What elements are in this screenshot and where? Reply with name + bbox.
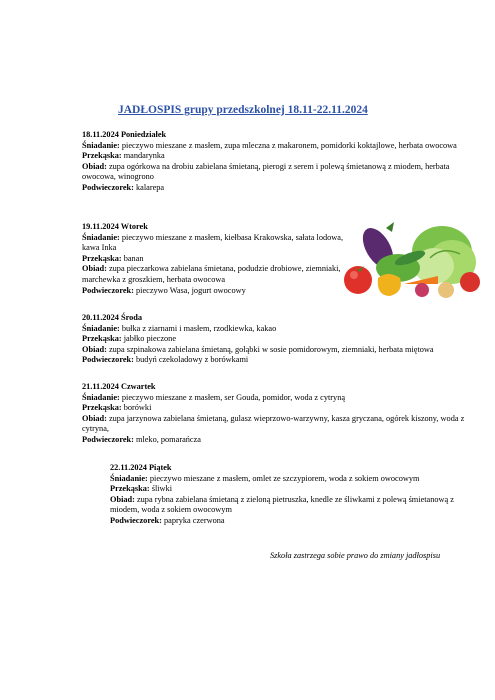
lunch-text: zupa ogórkowa na drobiu zabielana śmietaną, pierogi z serem i polewą śmietanową z miodem, herbata owocowa, winogrono [82, 161, 450, 182]
snack-line [110, 484, 477, 495]
breakfast-label: Śniadanie: [82, 392, 120, 402]
breakfast-label: Śniadanie: [110, 473, 148, 483]
breakfast-text: pieczywo mieszane z masłem, ser Gouda, pomidor, woda z cytryną [119, 392, 346, 402]
snack-text: borówki [121, 403, 152, 413]
afternoon-label: Podwieczorek: [82, 434, 134, 444]
snack-line [82, 403, 477, 414]
lunch-line [82, 414, 477, 435]
lunch-label: Obiad: [82, 413, 107, 423]
lunch-label: Obiad: [82, 344, 107, 354]
snack-label: Przekąska: [110, 484, 150, 494]
radish [415, 283, 429, 297]
lunch-line [110, 495, 477, 516]
footer-note: Szkoła zastrzega sobie prawo do zmiany jadłospisu [270, 551, 441, 560]
lunch-line [82, 264, 344, 285]
afternoon-label: Podwieczorek: [82, 182, 134, 192]
snack-line [82, 334, 477, 345]
snack-text: jabłko pieczone [121, 334, 177, 344]
day-heading: 19.11.2024 Wtorek [82, 222, 148, 231]
breakfast-label: Śniadanie: [82, 232, 120, 242]
potato [438, 282, 454, 298]
day-menu-monday [82, 130, 477, 194]
day-menu-wednesday [82, 313, 477, 366]
breakfast-text: pieczywo mieszane z masłem, omlet ze szczypiorem, woda z sokiem owocowym [147, 473, 420, 483]
yellow-pepper [378, 274, 401, 296]
afternoon-line [82, 435, 477, 446]
afternoon-text: mleko, pomarańcza [133, 434, 201, 444]
afternoon-label: Podwieczorek: [110, 515, 162, 525]
afternoon-text: pieczywo Wasa, jogurt owocowy [133, 285, 246, 295]
snack-text: śliwki [149, 484, 172, 494]
breakfast-text: pieczywo mieszane z masłem, kiełbasa Krakowska, sałata lodowa, kawa Inka [82, 232, 344, 253]
day-menu-friday [110, 463, 477, 527]
afternoon-line [82, 286, 344, 297]
snack-text: mandarynka [121, 151, 165, 161]
snack-line [82, 254, 344, 265]
breakfast-label: Śniadanie: [82, 323, 120, 333]
breakfast-line [82, 233, 344, 254]
lunch-text: zupa rybna zabielana śmietaną z zieloną pietruszka, knedle ze śliwkami z polewą śmietanową z miodem, woda z sokiem owocowym [110, 494, 454, 515]
breakfast-text: pieczywo mieszane z masłem, zupa mleczna z makaronem, pomidorki koktajlowe, herbata owocowa [119, 140, 457, 150]
day-heading: 18.11.2024 Poniedziałek [82, 130, 167, 139]
eggplant-stem [386, 222, 394, 232]
lunch-label: Obiad: [110, 494, 135, 504]
lunch-line [82, 345, 477, 356]
afternoon-line [82, 355, 477, 366]
day-heading: 21.11.2024 Czwartek [82, 382, 156, 391]
lunch-line [82, 162, 477, 183]
afternoon-text: budyń czekoladowy z borówkami [133, 355, 249, 365]
lunch-text: zupa pieczarkowa zabielana śmietana, podudzie drobiowe, ziemniaki, marchewka z groszkiem, herbata owocowa [82, 264, 341, 284]
afternoon-line [110, 516, 477, 527]
afternoon-line [82, 183, 477, 194]
lunch-label: Obiad: [82, 161, 107, 171]
snack-label: Przekąska: [82, 253, 122, 263]
tomato-highlight [350, 271, 358, 279]
snack-label: Przekąska: [82, 151, 122, 161]
lunch-label: Obiad: [82, 264, 107, 274]
page-title: JADŁOSPIS grupy przedszkolnej 18.11-22.11.2024 [118, 104, 368, 116]
day-menu-thursday [82, 382, 477, 446]
afternoon-label: Podwieczorek: [82, 285, 134, 295]
day-heading: 20.11.2024 Środa [82, 313, 143, 322]
breakfast-line [82, 393, 477, 404]
breakfast-label: Śniadanie: [82, 140, 120, 150]
snack-line [82, 151, 477, 162]
afternoon-label: Podwieczorek: [82, 355, 134, 365]
lunch-text: zupa szpinakowa zabielana śmietaną, gołąbki w sosie pomidorowym, ziemniaki, herbata miętowa [106, 344, 434, 354]
afternoon-text: kalarepa [133, 182, 165, 192]
breakfast-line [82, 324, 477, 335]
breakfast-text: bułka z ziarnami i masłem, rzodkiewka, kakao [119, 323, 277, 333]
day-menu-tuesday [82, 222, 344, 296]
tomato [460, 272, 480, 292]
breakfast-line [110, 474, 477, 485]
breakfast-line [82, 141, 477, 152]
afternoon-text: papryka czerwona [161, 515, 225, 525]
snack-label: Przekąska: [82, 403, 122, 413]
lunch-text: zupa jarzynowa zabielana śmietaną, gulasz wieprzowo-warzywny, kasza gryczana, ogórek kiszony, woda z cytryna, [82, 413, 465, 434]
vegetables-illustration [334, 218, 482, 300]
snack-label: Przekąska: [82, 334, 122, 344]
snack-text: banan [121, 253, 144, 263]
day-heading: 22.11.2024 Piątek [110, 463, 172, 472]
